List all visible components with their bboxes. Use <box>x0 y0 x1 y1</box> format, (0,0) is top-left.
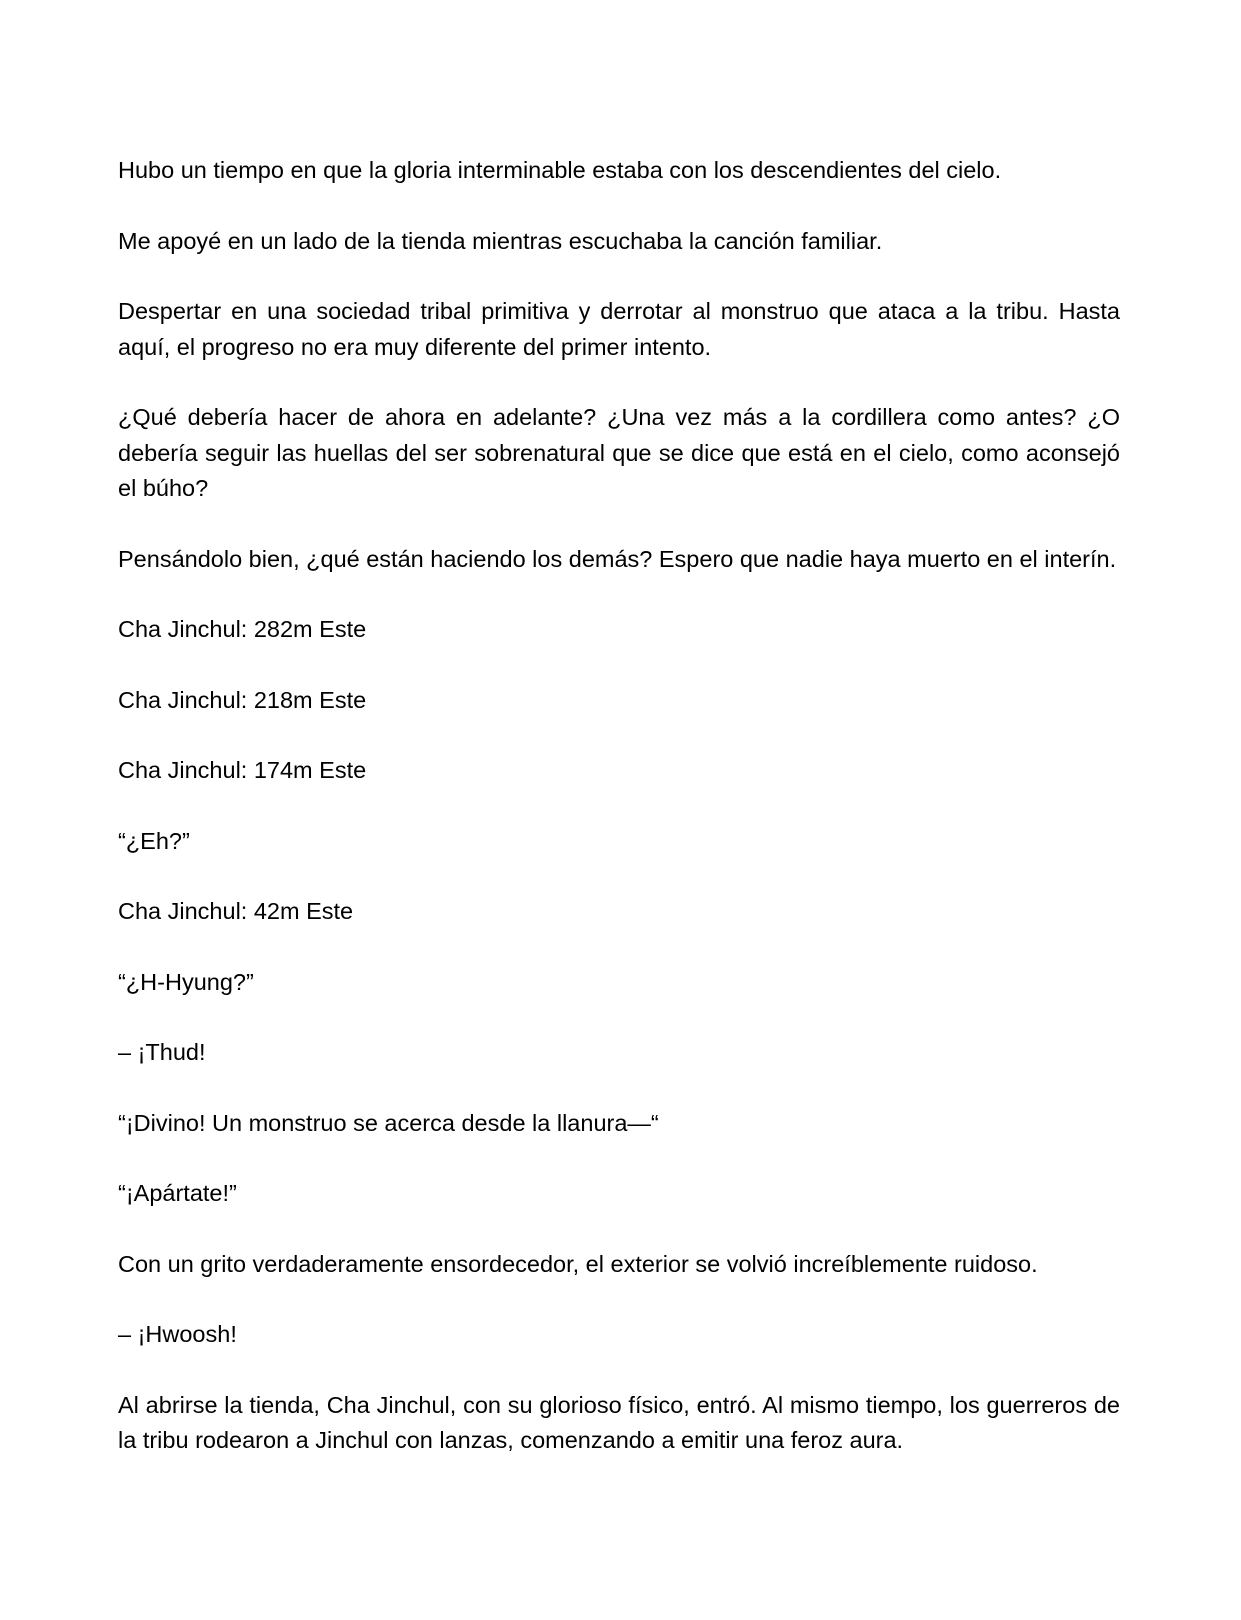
distance-line-1: Cha Jinchul: 282m Este <box>118 616 367 642</box>
dialogue-line-2: “¿H-Hyung?” <box>118 968 254 995</box>
paragraph-3: Despertar en una sociedad tribal primitiva y derrotar al monstruo que ataca a la tribu. Hasta aquí, el progreso no era muy diferente del primer intento. <box>118 298 1120 360</box>
paragraph-7: Al abrirse la tienda, Cha Jinchul, con su glorioso físico, entró. Al mismo tiempo, los guerreros de la tribu rodearon a Jinchul con lanzas, comenzando a emitir una feroz aura. <box>118 1391 1120 1453</box>
distance-line-4: Cha Jinchul: 42m Este <box>118 898 354 924</box>
sound-effect-1: – ¡Thud! <box>118 1039 206 1065</box>
sound-effect-2: – ¡Hwoosh! <box>118 1321 237 1347</box>
distance-line-3: Cha Jinchul: 174m Este <box>118 757 367 783</box>
dialogue-line-3: “¡Divino! Un monstruo se acerca desde la llanura—“ <box>118 1109 659 1136</box>
distance-line-2: Cha Jinchul: 218m Este <box>118 686 367 713</box>
paragraph-2: Me apoyé en un lado de la tienda mientras escuchaba la canción familiar. <box>118 227 883 254</box>
dialogue-line-4: “¡Apártate!” <box>118 1180 237 1206</box>
paragraph-4: ¿Qué debería hacer de ahora en adelante? ¿Una vez más a la cordillera como antes? ¿O debería seguir las huellas del ser sobrenatural que se dice que está en el cielo, como aconsejó el búho? <box>118 404 1120 501</box>
dialogue-line-1: “¿Eh?” <box>118 827 190 854</box>
document-page <box>118 153 1120 1459</box>
paragraph-5: Pensándolo bien, ¿qué están haciendo los demás? Espero que nadie haya muerto en el interín. <box>118 545 1117 572</box>
paragraph-1: Hubo un tiempo en que la gloria interminable estaba con los descendientes del cielo. <box>118 157 1002 183</box>
paragraph-6: Con un grito verdaderamente ensordecedor, el exterior se volvió increíblemente ruidoso. <box>118 1250 1038 1277</box>
